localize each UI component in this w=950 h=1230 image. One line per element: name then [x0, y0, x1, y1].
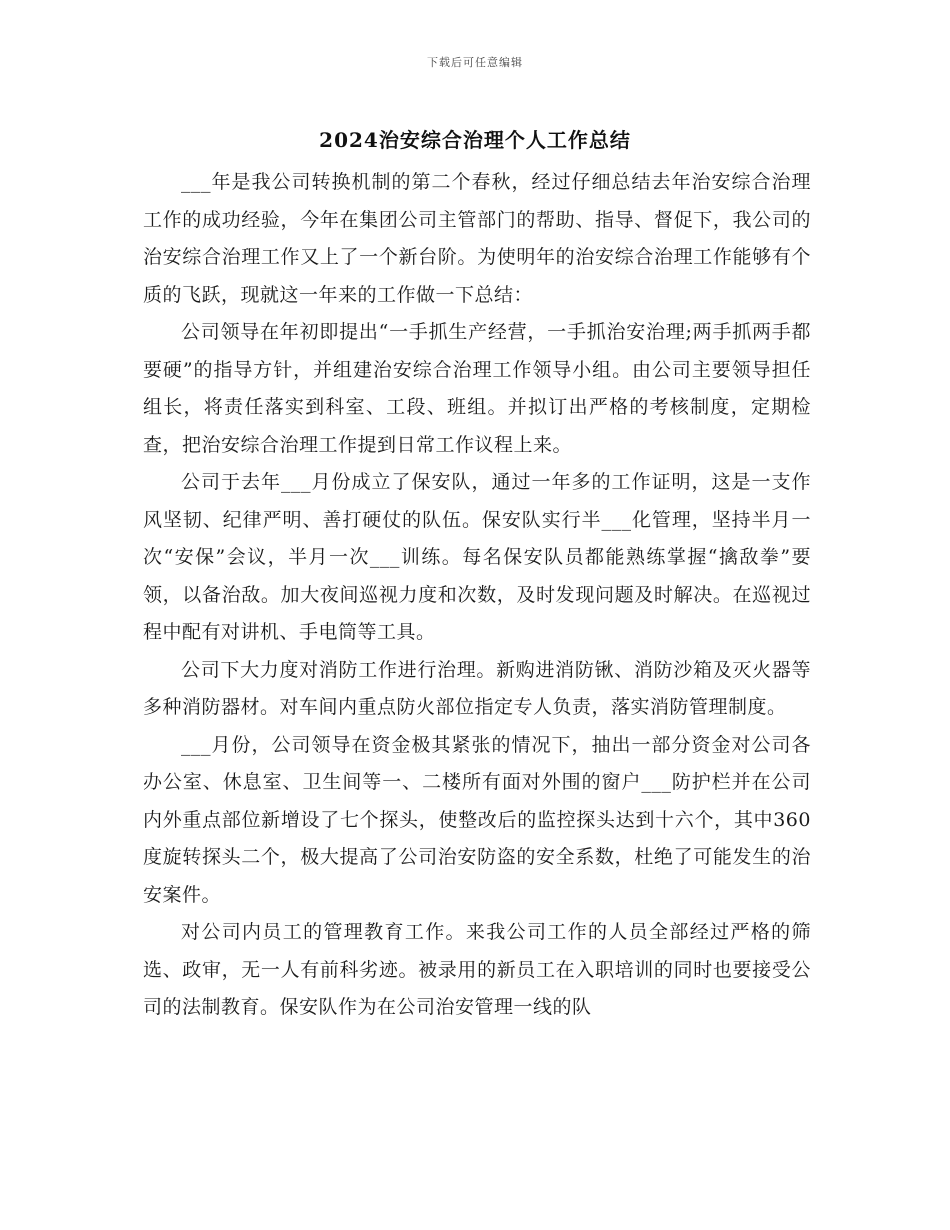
paragraph: 公司领导在年初即提出“一手抓生产经营，一手抓治安治理;两手抓两手都要硬”的指导方针，并组建治安综合治理工作领导小组。由公司主要领导担任组长，将责任落实到科室、工段、班组。并拟订出严格的考核制度，定期检查，把治安综合治理工作提到日常工作议程上来。	[143, 321, 811, 456]
document-title: 2024治安综合治理个人工作总结	[319, 128, 631, 152]
paragraph: 公司于去年___月份成立了保安队，通过一年多的工作证明，这是一支作风坚韧、纪律严明、善打硬仗的队伍。保安队实行半___化管理，坚持半月一次“安保”会议，半月一次___训练。每名保安队员都能熟练掌握“擒敌拳”要领，以备治敌。加大夜间巡视力度和次数，及时发现问题及时解决。在巡视过程中配有对讲机、手电筒等工具。	[143, 471, 811, 643]
paragraph: ___年是我公司转换机制的第二个春秋，经过仔细总结去年治安综合治理工作的成功经验，今年在集团公司主管部门的帮助、指导、督促下，我公司的治安综合治理工作又上了一个新台阶。为使明年的治安综合治理工作能够有个质的飞跃，现就这一年来的工作做一下总结：	[143, 171, 811, 306]
document-body	[143, 164, 811, 1027]
paragraph: ___月份，公司领导在资金极其紧张的情况下，抽出一部分资金对公司各办公室、休息室、卫生间等一、二楼所有面对外围的窗户___防护栏并在公司内外重点部位新增设了七个探头，使整改后的监控探头达到十六个，其中360度旋转探头二个，极大提高了公司治安防盗的安全系数，杜绝了可能发生的治安案件。	[143, 733, 811, 906]
header-note: 下载后可任意编辑	[427, 56, 523, 69]
paragraph: 公司下大力度对消防工作进行治理。新购进消防锹、消防沙箱及灭火器等多种消防器材。对车间内重点防火部位指定专人负责，落实消防管理制度。	[143, 658, 811, 718]
paragraph: 对公司内员工的管理教育工作。来我公司工作的人员全部经过严格的筛选、政审，无一人有前科劣迹。被录用的新员工在入职培训的同时也要接受公司的法制教育。保安队作为在公司治安管理一线的队	[143, 921, 811, 1018]
